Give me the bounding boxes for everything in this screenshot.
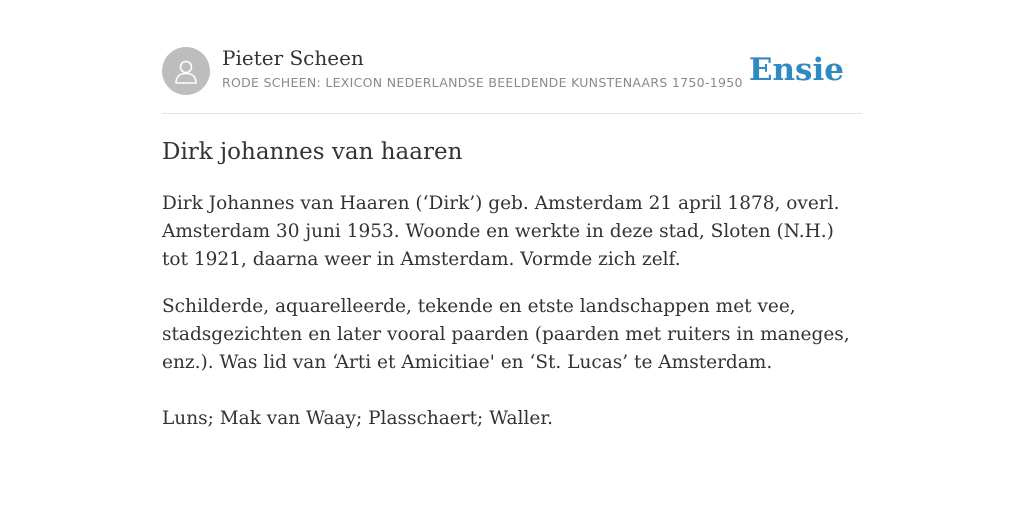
- article-paragraph: Dirk Johannes van Haaren (‘Dirk’) geb. Amsterdam 21 april 1878, overl. Amsterdam 30 juni 1953. Woonde en werkte in deze stad, Sloten (N.H.) tot 1921, daarna weer in Amsterdam. Vormde zich zelf.: [162, 193, 840, 270]
- article-header: [162, 0, 862, 114]
- author-name[interactable]: Pieter Scheen: [222, 46, 364, 70]
- author-avatar[interactable]: [162, 47, 210, 95]
- article-title: Dirk johannes van haaren: [162, 139, 463, 165]
- article-references: Luns; Mak van Waay; Plasschaert; Waller.: [162, 408, 554, 429]
- article-card: [162, 0, 862, 429]
- user-silhouette-icon: [171, 56, 201, 86]
- article-paragraph: Schilderde, aquarelleerde, tekende en etste landschappen met vee, stadsgezichten en later vooral paarden (paarden met ruiters in maneges, enz.). Was lid van ‘Arti et Amicitiae' en ‘St. Lucas’ te Amsterdam.: [162, 296, 850, 373]
- source-label[interactable]: RODE SCHEEN: LEXICON NEDERLANDSE BEELDENDE KUNSTENAARS 1750-1950: [222, 75, 743, 90]
- ensie-logo[interactable]: Ensie: [748, 52, 844, 88]
